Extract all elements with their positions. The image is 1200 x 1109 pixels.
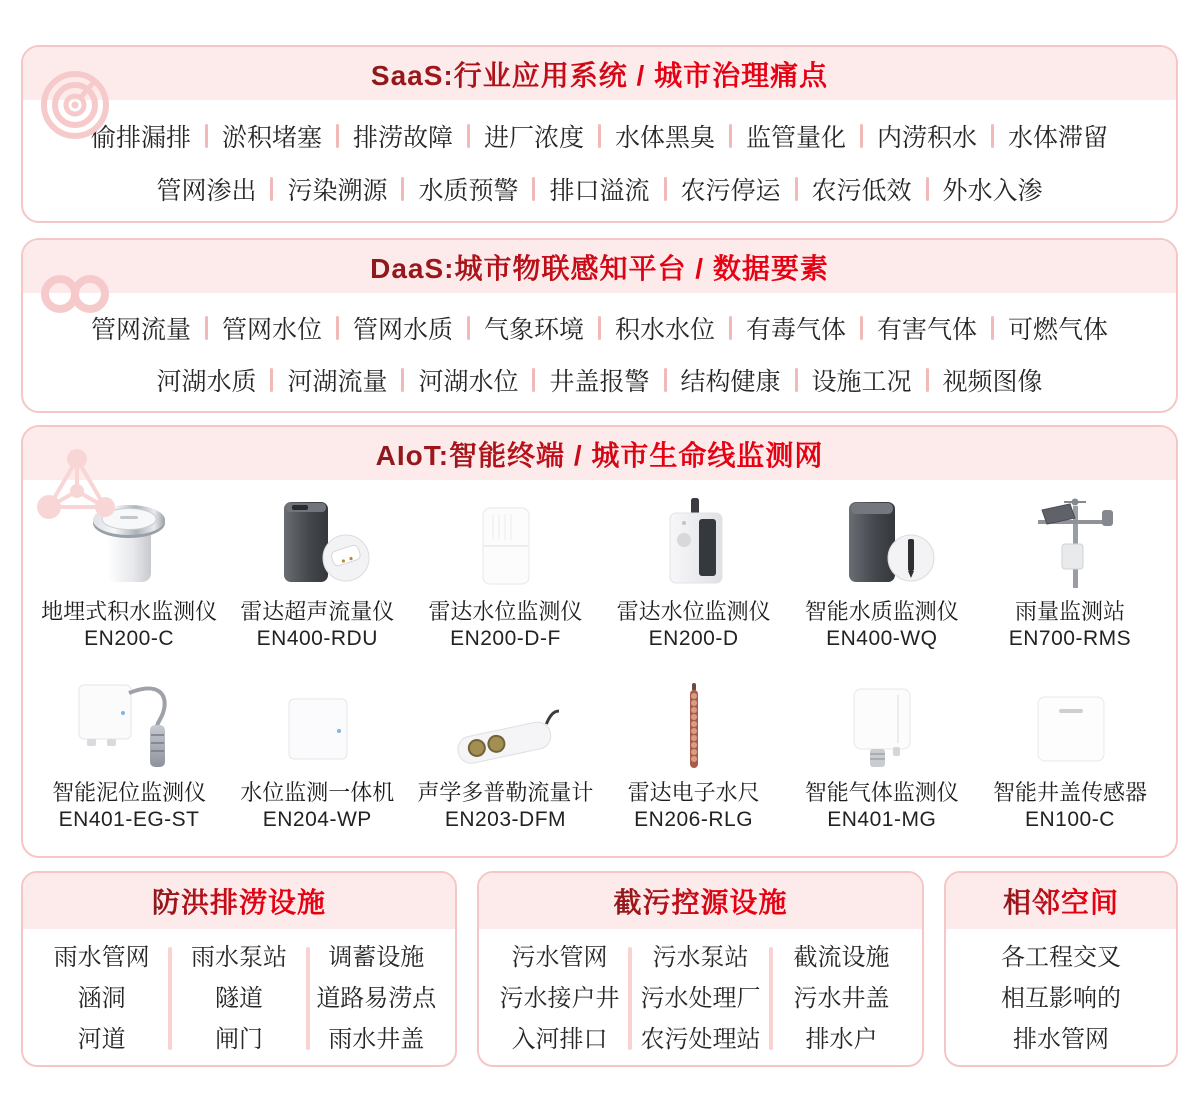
facility-item: 污水管网: [511, 944, 608, 971]
saas-section: [21, 45, 1178, 223]
product-row-1: [23, 480, 1176, 652]
device-image-en400-wq: [788, 480, 976, 598]
tag-separator: [598, 124, 601, 148]
facility-title: 相邻空间: [1003, 881, 1119, 921]
product-model: EN100-C: [1025, 808, 1115, 831]
product-model: EN401-MG: [827, 808, 937, 831]
facility-row: [21, 871, 1178, 1067]
tag-separator: [598, 316, 601, 340]
data-tag: 管网水位: [221, 316, 322, 345]
product-card: [411, 480, 599, 652]
tag-separator: [926, 177, 929, 201]
saas-header-band: [23, 47, 1176, 100]
facility-item: 相互影响的: [1001, 985, 1121, 1012]
product-model: EN200-C: [84, 627, 175, 650]
product-model: EN400-RDU: [256, 627, 378, 650]
aiot-section: [21, 425, 1178, 858]
product-card: [600, 480, 788, 652]
facility-item: 污水井盖: [793, 985, 890, 1012]
product-card: [976, 480, 1164, 652]
facility-header-band: [946, 873, 1176, 929]
product-name: 雷达水位监测仪: [428, 599, 583, 624]
facility-column: [312, 937, 441, 1060]
tag-separator: [401, 368, 404, 392]
product-card: [223, 480, 411, 652]
facility-title: 防洪排涝设施: [152, 881, 326, 921]
saas-tags: [23, 100, 1176, 223]
pain-tag: 进厂浓度: [483, 124, 584, 153]
tag-separator: [205, 124, 208, 148]
aiot-title: AIoT:智能终端 / 城市生命线监测网: [376, 434, 824, 474]
facility-lines: [946, 929, 1176, 1060]
tag-separator: [336, 316, 339, 340]
tag-separator: [795, 368, 798, 392]
facility-item: 闸门: [214, 1026, 263, 1053]
product-name: 雨量监测站: [1014, 599, 1125, 624]
device-image-en100-c: [976, 667, 1164, 779]
tag-separator: [336, 124, 339, 148]
data-tag: 管网水质: [352, 316, 453, 345]
product-card: [35, 480, 223, 652]
pain-tag: 排涝故障: [352, 124, 453, 153]
device-image-en700-rms: [976, 480, 1164, 598]
saas-tag-row-1: [33, 118, 1166, 154]
tag-separator: [926, 368, 929, 392]
pain-tag: 内涝积水: [877, 124, 978, 153]
tag-separator: [991, 124, 994, 148]
tag-separator: [270, 368, 273, 392]
product-model: EN206-RLG: [634, 808, 754, 831]
device-image-en401-eg-st: [35, 667, 223, 779]
daas-title: DaaS:城市物联感知平台 / 数据要素: [370, 247, 829, 287]
tag-separator: [467, 124, 470, 148]
facility-item: 隧道: [214, 985, 263, 1012]
tag-separator: [991, 316, 994, 340]
pain-tag: 水体黑臭: [615, 124, 716, 153]
data-tag: 结构健康: [680, 367, 781, 396]
aiot-header-band: [23, 427, 1176, 480]
product-name: 智能泥位监测仪: [52, 780, 207, 805]
product-name: 雷达超声流量仪: [240, 599, 395, 624]
product-name: 智能气体监测仪: [804, 780, 959, 805]
facility-item: 入河排口: [511, 1026, 608, 1053]
column-divider: [769, 947, 773, 1050]
product-model: EN700-RMS: [1008, 627, 1132, 650]
facility-item: 雨水井盖: [328, 1026, 425, 1053]
data-tag: 井盖报警: [549, 367, 650, 396]
facility-item: 涵洞: [77, 985, 126, 1012]
pain-tag: 水体滞留: [1008, 124, 1109, 153]
pain-tag: 污染溯源: [287, 176, 388, 205]
product-card: [600, 667, 788, 833]
product-card: [788, 667, 976, 833]
pain-tag: 外水入渗: [942, 176, 1043, 205]
data-tag: 管网流量: [90, 316, 191, 345]
product-model: EN400-WQ: [826, 627, 938, 650]
tag-separator: [860, 124, 863, 148]
facility-column: [493, 937, 626, 1060]
saas-title: SaaS:行业应用系统 / 城市治理痛点: [371, 54, 828, 94]
device-image-en200-d-f: [411, 480, 599, 598]
facility-columns: [23, 929, 455, 1060]
data-tag: 河湖水位: [418, 367, 519, 396]
saas-tag-row-2: [33, 171, 1166, 207]
pain-tag: 排口溢流: [549, 176, 650, 205]
facility-flood-control: [21, 871, 457, 1067]
column-divider: [628, 947, 632, 1050]
data-tag: 河湖水质: [156, 367, 257, 396]
product-name: 智能水质监测仪: [804, 599, 959, 624]
tag-separator: [664, 368, 667, 392]
facility-header-band: [23, 873, 455, 929]
facility-column: [37, 937, 166, 1060]
data-tag: 积水水位: [615, 316, 716, 345]
facility-item: 农污处理站: [640, 1026, 761, 1053]
product-model: EN401-EG-ST: [58, 808, 200, 831]
facility-title: 截污控源设施: [613, 881, 787, 921]
facility-item: 污水处理厂: [640, 985, 761, 1012]
product-card: [35, 667, 223, 833]
product-model: EN204-WP: [262, 808, 372, 831]
device-image-en204-wp: [223, 667, 411, 779]
daas-tags: [23, 293, 1176, 413]
pain-tag: 监管量化: [746, 124, 847, 153]
facility-item: 雨水泵站: [190, 944, 287, 971]
column-divider: [168, 947, 172, 1050]
data-tag: 视频图像: [942, 367, 1043, 396]
daas-tag-row-2: [33, 362, 1166, 398]
tag-separator: [664, 177, 667, 201]
data-tag: 气象环境: [483, 316, 584, 345]
tag-separator: [729, 124, 732, 148]
facility-header-band: [479, 873, 922, 929]
data-tag: 河湖流量: [287, 367, 388, 396]
product-name: 智能井盖传感器: [992, 780, 1147, 805]
facility-item: 雨水管网: [53, 944, 150, 971]
device-image-en203-dfm: [411, 667, 599, 779]
product-name: 水位监测一体机: [240, 780, 395, 805]
pain-tag: 淤积堵塞: [221, 124, 322, 153]
facility-item: 污水泵站: [652, 944, 749, 971]
device-image-en400-rdu: [223, 480, 411, 598]
pain-tag: 偷排漏排: [90, 124, 191, 153]
device-image-en206-rlg: [600, 667, 788, 779]
product-name: 雷达水位监测仪: [616, 599, 771, 624]
tag-separator: [795, 177, 798, 201]
facility-adjacent-space: [944, 871, 1178, 1067]
pain-tag: 农污停运: [680, 176, 781, 205]
facility-item: 污水接户井: [499, 985, 620, 1012]
product-model: EN203-DFM: [444, 808, 567, 831]
facility-columns: [479, 929, 922, 1060]
pain-tag: 水质预警: [418, 176, 519, 205]
device-image-en200-d: [600, 480, 788, 598]
data-tag: 可燃气体: [1008, 316, 1109, 345]
facility-item: 调蓄设施: [328, 944, 425, 971]
tag-separator: [532, 177, 535, 201]
product-name: 声学多普勒流量计: [417, 780, 594, 805]
tag-separator: [467, 316, 470, 340]
product-model: EN200-D-F: [450, 627, 561, 650]
facility-item: 截流设施: [793, 944, 890, 971]
product-card: [976, 667, 1164, 833]
product-card: [788, 480, 976, 652]
daas-header-band: [23, 240, 1176, 293]
tag-separator: [401, 177, 404, 201]
product-card: [223, 667, 411, 833]
facility-item: 各工程交叉: [1001, 944, 1121, 971]
tag-separator: [860, 316, 863, 340]
data-tag: 有害气体: [877, 316, 978, 345]
product-name: 地埋式积水监测仪: [41, 599, 218, 624]
tag-separator: [270, 177, 273, 201]
product-card: [411, 667, 599, 833]
tag-separator: [205, 316, 208, 340]
device-image-en200-c: [35, 480, 223, 598]
product-row-2: [23, 667, 1176, 833]
daas-tag-row-1: [33, 310, 1166, 346]
tag-separator: [729, 316, 732, 340]
product-name: 雷达电子水尺: [627, 780, 760, 805]
facility-item: 排水户: [805, 1026, 878, 1053]
device-image-en401-mg: [788, 667, 976, 779]
column-divider: [306, 947, 310, 1050]
data-tag: 设施工况: [811, 367, 912, 396]
data-tag: 有毒气体: [746, 316, 847, 345]
facility-column: [634, 937, 767, 1060]
product-model: EN200-D: [648, 627, 739, 650]
facility-item: 排水管网: [1013, 1026, 1109, 1053]
pain-tag: 管网渗出: [156, 176, 257, 205]
facility-column: [775, 937, 908, 1060]
tag-separator: [532, 368, 535, 392]
facility-item: 河道: [77, 1026, 126, 1053]
facility-item: 道路易涝点: [316, 985, 437, 1012]
pain-tag: 农污低效: [811, 176, 912, 205]
facility-column: [174, 937, 303, 1060]
daas-section: [21, 238, 1178, 413]
facility-pollution-control: [477, 871, 924, 1067]
